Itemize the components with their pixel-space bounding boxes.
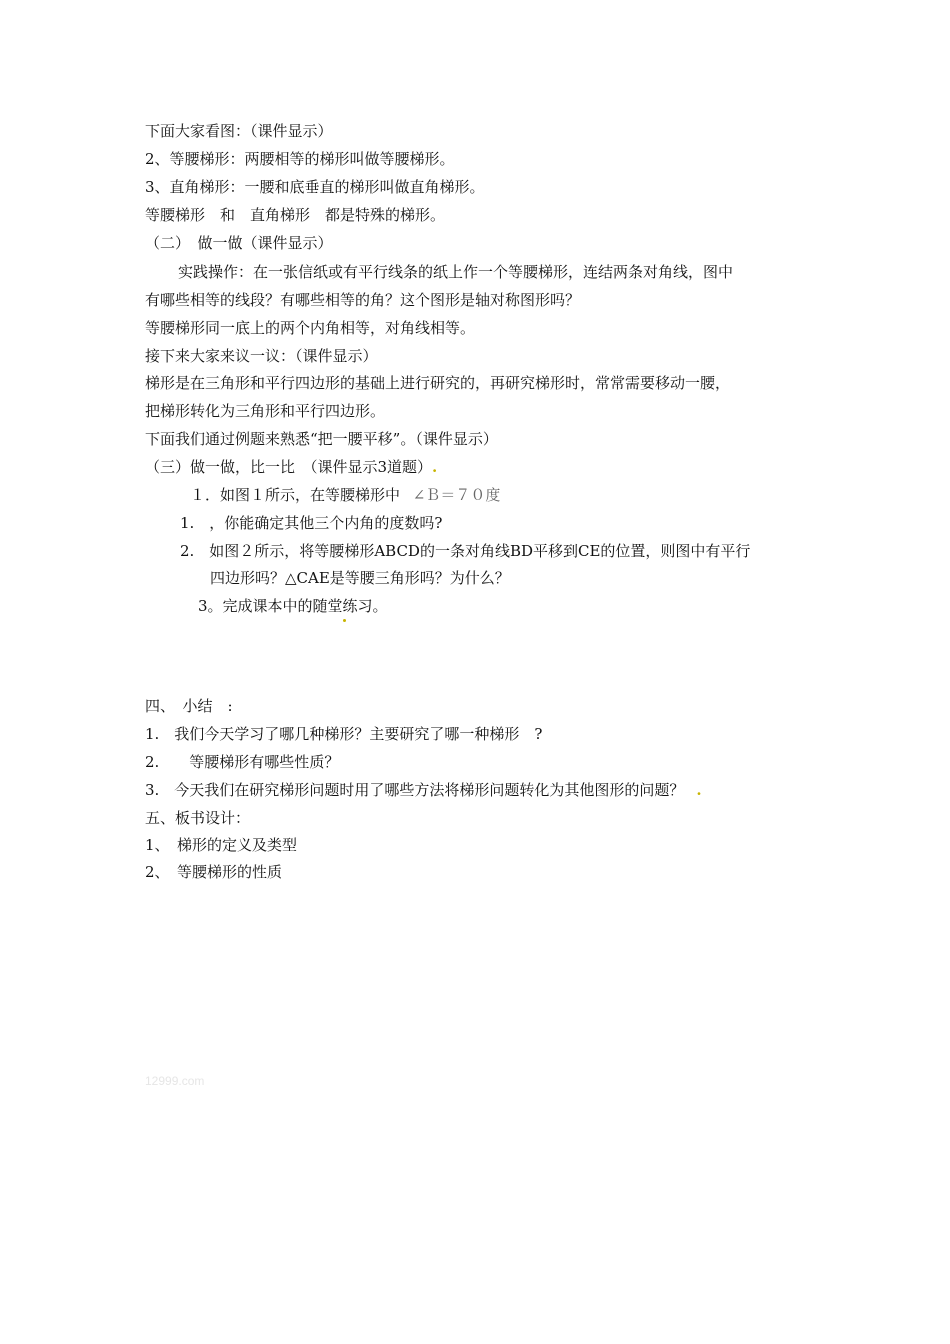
highlight-dot: . (696, 781, 702, 799)
board-item-1: 1、 梯形的定义及类型 (145, 836, 298, 854)
summary-item-2: 2. 等腰梯形有哪些性质？ (145, 753, 340, 771)
text-line: 把梯形转化为三角形和平行四边形。 (145, 402, 386, 420)
watermark: 12999.com (145, 1074, 205, 1088)
highlight-dot: . (432, 458, 438, 476)
question-1-angle: ∠Ｂ＝７０度 (412, 486, 501, 504)
question-4: 3。完成课本中的随堂练习。 (198, 597, 388, 615)
question-3-continued: 四边形吗？△CAE是等腰三角形吗？为什么？ (210, 569, 510, 587)
board-item-2: 2、 等腰梯形的性质 (145, 863, 283, 881)
text-line: 等腰梯形同一底上的两个内角相等，对角线相等。 (145, 319, 476, 337)
section-heading-board: 五、板书设计： (145, 809, 251, 827)
text-line: 2、等腰梯形：两腰相等的梯形叫做等腰梯形。 (145, 150, 455, 168)
highlight-dot (343, 619, 346, 622)
text-line: 等腰梯形 和 直角梯形 都是特殊的梯形。 (145, 206, 446, 224)
text-line: 梯形是在三角形和平行四边形的基础上进行研究的，再研究梯形时，常常需要移动一腰， (145, 374, 731, 392)
summary-item-3 (145, 780, 702, 800)
summary-item-3-text: 3. 今天我们在研究梯形问题时用了哪些方法将梯形问题转化为其他图形的问题？ (145, 781, 685, 799)
text-line: 下面我们通过例题来熟悉“把一腰平移”。（课件显示） (145, 430, 498, 448)
subsection-heading: （二） 做一做（课件显示） (145, 234, 333, 252)
text-line: 有哪些相等的线段？有哪些相等的角？这个图形是轴对称图形吗？ (145, 291, 581, 309)
subsection-heading (145, 457, 437, 477)
text-line: 3、直角梯形：一腰和底垂直的梯形叫做直角梯形。 (145, 178, 485, 196)
question-2: 1. ，你能确定其他三个内角的度数吗? (180, 514, 443, 532)
text-line: 下面大家看图：（课件显示） (145, 122, 333, 140)
summary-item-1: 1. 我们今天学习了哪几种梯形？主要研究了哪一种梯形 ? (145, 725, 543, 743)
question-3: 2. 如图２所示，将等腰梯形ABCD的一条对角线BD平移到CE的位置，则图中有平行 (180, 542, 751, 560)
question-1 (190, 485, 500, 505)
subsection-heading-text: （三）做一做，比一比 （课件显示3道题） (145, 458, 433, 476)
text-line: 实践操作：在一张信纸或有平行线条的纸上作一个等腰梯形，连结两条对角线，图中 (178, 263, 734, 281)
question-1-text: １．如图１所示，在等腰梯形中 (190, 486, 401, 504)
section-heading-summary: 四、 小结 : (145, 697, 233, 715)
text-line: 接下来大家来议一议：（课件显示） (145, 347, 378, 365)
